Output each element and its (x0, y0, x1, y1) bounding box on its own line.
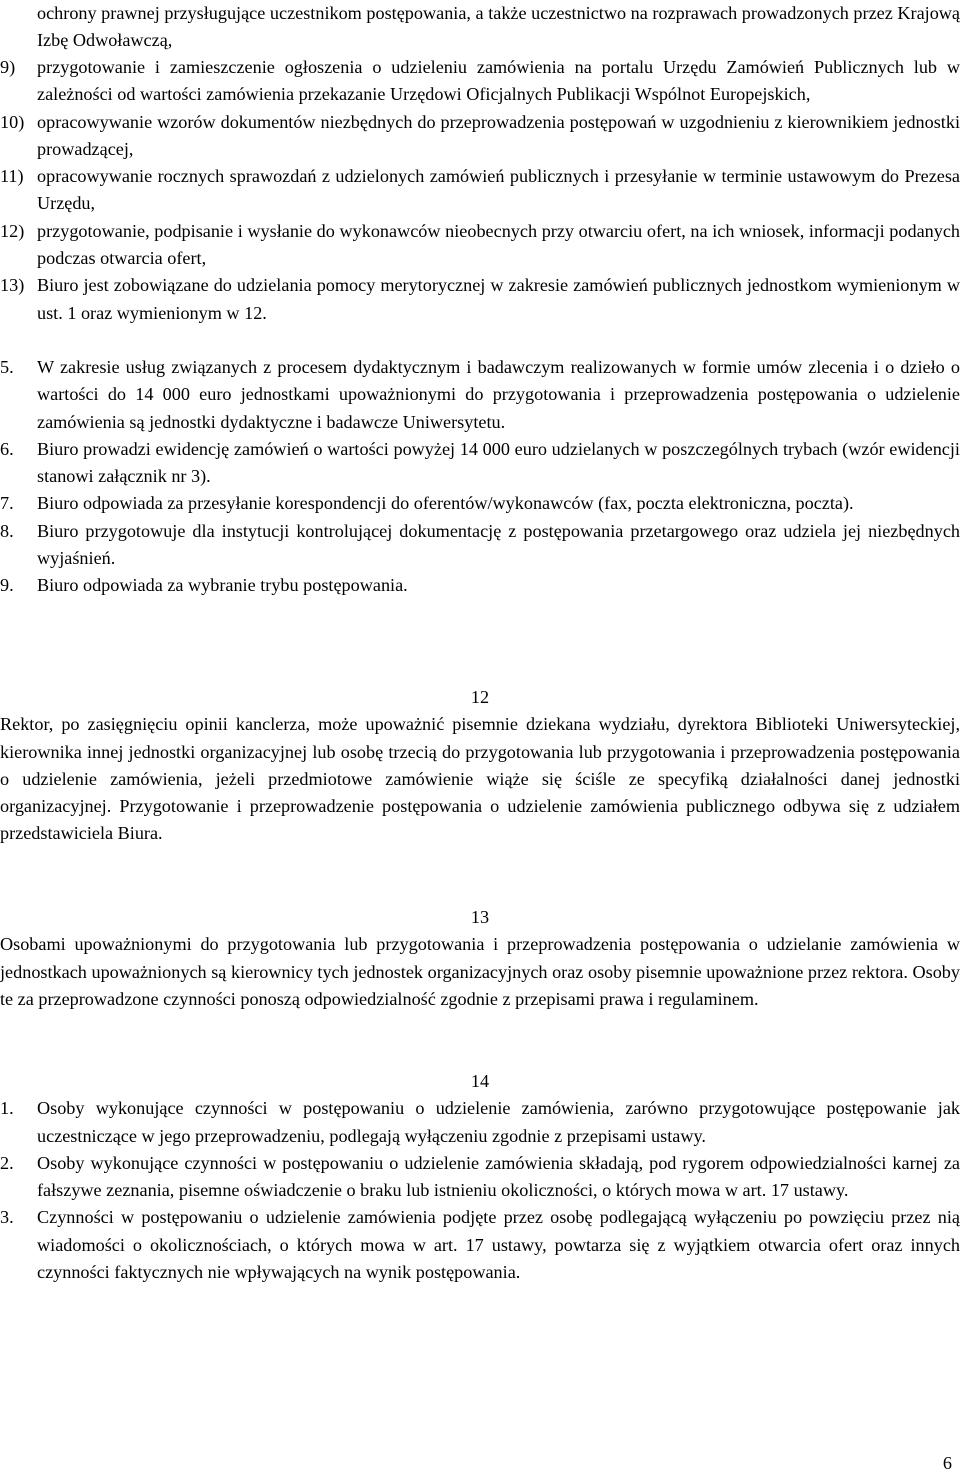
list-item (0, 354, 960, 436)
item-number: 8. (0, 520, 14, 541)
item-number: 1. (0, 1098, 14, 1119)
item-number: 2. (0, 1152, 14, 1173)
numbered-list (0, 354, 960, 600)
item-number: 9. (0, 575, 14, 596)
list-item (0, 490, 960, 517)
section-13 (0, 904, 960, 1013)
list-item (0, 518, 960, 573)
item-text: Biuro odpowiada za przesyłanie korespondencji do oferentów/wykonawców (fax, poczta elektroniczna, poczta). (37, 493, 854, 514)
list-item (0, 109, 960, 164)
item-text: Osoby wykonujące czynności w postępowaniu o udzielenie zamówienia składają, pod rygorem odpowiedzialności karnej za fałszywe zeznania, pisemne oświadczenie o braku lub istnieniu okoliczności, o których mowa w art. 17 ustawy. (37, 1152, 960, 1201)
item-number: 12) (0, 220, 25, 241)
item-number: 7. (0, 493, 14, 514)
section-14 (0, 1068, 960, 1286)
list-item (0, 572, 960, 599)
item-text: Biuro prowadzi ewidencję zamówień o wartości powyżej 14 000 euro udzielanych w poszczególnych trybach (wzór ewidencji stanowi załącznik nr 3). (37, 438, 960, 487)
item-text: przygotowanie i zamieszczenie ogłoszenia o udzieleniu zamówienia na portalu Urzędu Zamówień Publicznych lub w zależności od wartości zamówienia przekazanie Urzędowi Oficjalnych Publikacji Wspólnot Europejskich, (37, 57, 960, 105)
section-heading: 14 (470, 1071, 490, 1091)
item-number: 6. (0, 438, 14, 459)
item-text: Biuro jest zobowiązane do udzielania pomocy merytorycznej w zakresie zamówień publicznych jednostkom wymienionym w ust. 1 oraz wymienionym w 12. (37, 275, 960, 323)
section-heading: 13 (470, 907, 490, 927)
section-text: Osobami upoważnionymi do przygotowania lub przygotowania i przeprowadzenia postępowania o udzielanie zamówienia w jednostkach upoważnionych są kierownicy tych jednostek organizacyjnych oraz osoby pisemnie upoważnione przez rektora. Osoby te za przeprowadzone czynności ponoszą odpowiedzialność zgodnie z przepisami prawa i regulaminem. (0, 934, 960, 1009)
list-item (0, 1150, 960, 1205)
list-item (0, 436, 960, 491)
item-number: 3. (0, 1207, 14, 1228)
item-text: opracowywanie rocznych sprawozdań z udzielonych zamówień publicznych i przesyłanie w terminie ustawowym do Prezesa Urzędu, (37, 166, 960, 214)
list-continuation (0, 0, 960, 55)
item-number: 13) (0, 275, 25, 296)
list-item (0, 218, 960, 273)
list-item (0, 163, 960, 218)
item-text: W zakresie usług związanych z procesem dydaktycznym i badawczym realizowanych w formie umów zlecenia i o dzieło o wartości do 14 000 euro jednostkami upoważnionymi do przygotowania i przeprowadzenia postępowania o udzielenie zamówienia są jednostki dydaktyczne i badawcze Uniwersytetu. (37, 357, 960, 432)
list-item (0, 1095, 960, 1150)
page-number: 6 (942, 1453, 952, 1473)
item-number: 5. (0, 357, 14, 377)
section-12 (0, 684, 960, 848)
item-text: Biuro odpowiada za wybranie trybu postępowania. (37, 575, 408, 596)
item-number: 11) (0, 166, 24, 187)
list-item (0, 272, 960, 327)
list-item (0, 54, 960, 109)
list-item (0, 1204, 960, 1286)
item-text: Czynności w postępowaniu o udzielenie zamówienia podjęte przez osobę podlegającą wyłączeniu po powzięciu przez nią wiadomości o okolicznościach, o których mowa w art. 17 ustawy, powtarza się z wyjątkiem otwarcia ofert oraz innych czynności faktycznych nie wpływających na wynik postępowania. (37, 1207, 960, 1283)
section-heading: 12 (470, 687, 490, 707)
item-text: przygotowanie, podpisanie i wysłanie do wykonawców nieobecnych przy otwarciu ofert, na ich wniosek, informacji podanych podczas otwarcia ofert, (37, 220, 960, 269)
item-number: 9) (0, 57, 16, 77)
item-text: Osoby wykonujące czynności w postępowaniu o udzielenie zamówienia, zarówno przygotowujące postępowanie jak uczestniczące w jego przeprowadzeniu, podlegają wyłączeniu zgodnie z przepisami ustawy. (37, 1098, 960, 1146)
item-number: 10) (0, 111, 25, 132)
continuation-text: ochrony prawnej przysługujące uczestnikom postępowania, a także uczestnictwo na rozprawach prowadzonych przez Krajową Izbę Odwoławczą, (37, 3, 960, 51)
item-text: opracowywanie wzorów dokumentów niezbędnych do przeprowadzenia postępowań w uzgodnieniu z kierownikiem jednostki prowadzącej, (37, 111, 960, 159)
sub-items-list (0, 54, 960, 327)
section-text: Rektor, po zasięgnięciu opinii kanclerza, może upoważnić pisemnie dziekana wydziału, dyrektora Biblioteki Uniwersyteckiej, kierownika innej jednostki organizacyjnej lub osobę trzecią do przygotowania lub przygotowania i przeprowadzenia postępowania o udzielenie zamówienia, jeżeli przedmiotowe zamówienie wiąże się ściśle ze specyfiką działalności danej jednostki organizacyjnej. Przygotowanie i przeprowadzenie postępowania o udzielenie zamówienia publicznego odbywa się z udziałem przedstawiciela Biura. (0, 714, 960, 844)
item-text: Biuro przygotowuje dla instytucji kontrolującej dokumentację z postępowania przetargowego oraz udziela jej niezbędnych wyjaśnień. (37, 520, 960, 569)
